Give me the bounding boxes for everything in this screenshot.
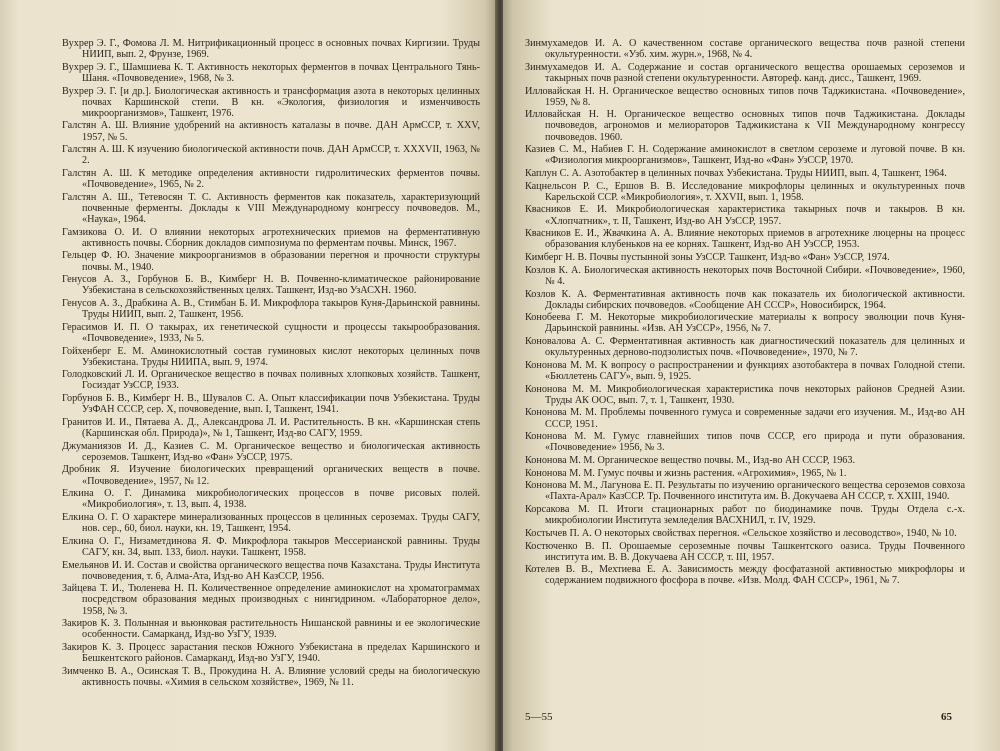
bibliography-entry: Кононова М. М., Лагунова Е. П. Результаты по изучению органического вещества сероземов совхоза «Пахта-Арал» КазССР. Тр. Почвенного института им. В. Докучаева АН СССР, т. XXIII, 1940. — [525, 480, 965, 503]
bibliography-entry: Квасников Е. И., Жвачкина А. А. Влияние некоторых приемов в агротехнике люцерны на процесс образования клубеньков на ее корнях. Ташкент, Изд-во АН УзССР, 1953. — [525, 228, 965, 251]
bibliography-entry: Гранитов И. И., Пятаева А. Д., Александрова Л. И. Растительность. В кн. «Каршинская степь (Каршинская обл. Природа)», № 1, Ташкент, Изд-во САГУ, 1959. — [62, 416, 480, 439]
bibliography-entry: Кононова М. М. Микробиологическая характеристика почв некоторых районов Средней Азии. Труды АК ООС, вып. 7, т. 1, Ташкент, 1930. — [525, 383, 965, 406]
bibliography-entry: Елкина О. Г. Динамика микробиологических процессов в почве рисовых полей. «Микробиология», т. 13, вып. 4, 1938. — [62, 488, 480, 511]
bibliography-entry: Вухрер Э. Г., Шамшиева К. Т. Активность некоторых ферментов в почвах Центрального Тянь-Шаня. «Почвоведение», 1968, № 3. — [62, 61, 480, 84]
bibliography-entry: Галстян А. Ш., Тетевосян Т. С. Активность ферментов как показатель, характеризующий почвенные ферменты. Доклады к VIII Международному конгрессу почвоведов. М., «Наука», 1964. — [62, 191, 480, 225]
bibliography-entry: Закиров К. З. Процесс зарастания песков Южного Узбекистана в пределах Каршинского и Бешкентского районов. Самарканд, Изд-во УзГУ, 1940. — [62, 642, 480, 665]
bibliography-entry: Конобеева Г. М. Некоторые микробиологические материалы к вопросу эволюции почв Куня-Дарьинской равнины. «Изв. АН УзССР», 1956, № 7. — [525, 312, 965, 335]
bibliography-entry: Гельцер Ф. Ю. Значение микроорганизмов в образовании перегноя и прочности структуры почвы. М., 1940. — [62, 250, 480, 273]
bibliography-entry: Козлов К. А. Биологическая активность некоторых почв Восточной Сибири. «Почвоведение», 1960, № 4. — [525, 264, 965, 287]
page-number: 65 — [941, 711, 952, 723]
bibliography-entry: Кононова М. М. Органическое вещество почвы. М., Изд-во АН СССР, 1963. — [525, 454, 856, 466]
bibliography-entry: Зайцева Т. И., Тюленева Н. П. Количественное определение аминокислот на хроматограммах посредством образования медных производных с нингидрином. «Лабораторное дело», 1958, № 3. — [62, 583, 480, 617]
bibliography-entry: Костюченко В. П. Орошаемые сероземные почвы Ташкентского оазиса. Труды Почвенного института им. В. В. Докучаева АН СССР, т. III, 1957. — [525, 540, 965, 563]
bibliography-entry: Галстян А. Ш. К изучению биологической активности почв. ДАН АрмССР, т. XXXVII, 1963, № 2. — [62, 144, 480, 167]
bibliography-entry: Голодковский Л. И. Органическое вещество в почвах поливных хлопковых хозяйств. Ташкент, Госиздат УзССР, 1933. — [62, 369, 480, 392]
bibliography-entry: Галстян А. Ш. К методике определения активности гидролитических ферментов почвы. «Почвоведение», 1965, № 2. — [62, 168, 480, 191]
bibliography-entry: Зимченко В. А., Осинская Т. В., Прокудина Н. А. Влияние условий среды на биологическую активность почвы. «Химия в сельском хозяйстве», 1969, № 11. — [62, 665, 480, 688]
bibliography-entry: Джуманиязов И. Д., Казиев С. М. Органическое вещество и биологическая активность сероземов. Ташкент, Изд-во «Фан» УзССР, 1975. — [62, 440, 480, 463]
bibliography-entry: Кононова М. М. Проблемы почвенного гумуса и современные задачи его изучения. М., Изд-во АН СССР, 1951. — [525, 407, 965, 430]
bibliography-entry: Закиров К. З. Полынная и вьюнковая растительность Нишанской равнины и ее экологические особенности. Самарканд, Изд-во УзГУ, 1939. — [62, 618, 480, 641]
bibliography-entry: Каплун С. А. Азотобактер в целинных почвах Узбекистана. Труды НИИП, вып. 4, Ташкент, 1964. — [525, 168, 947, 179]
right-bibliography-list — [525, 38, 965, 588]
bibliography-entry: Кацнельсон Р. С., Ершов В. В. Исследование микрофлоры целинных и окультуренных почв Карельской ССР. «Микробиология», т. XXVII, вып. 1, 1958. — [525, 180, 965, 203]
bibliography-entry: Корсакова М. П. Итоги стационарных работ по биодинамике почв. Труды Отдела с.-х. микробиологии Института земледелия ВАСХНИЛ, т. IV, 1929. — [525, 504, 965, 527]
printer-signature-mark: 5—55 — [525, 711, 553, 723]
bibliography-entry: Горбунов Б. В., Кимберг Н. В., Шувалов С. А. Опыт классификации почв Узбекистана. Труды УзФАН СССР, сер. X, почвоведение, вып. I, Ташкент, 1941. — [62, 393, 480, 416]
bibliography-entry: Илловайская Н. Н. Органическое вещество основных типов почв Таджикистана. Доклады почвоведов, агрономов и мелиораторов Таджикистана к VII Международному конгрессу почвоведов. 1960. — [525, 109, 965, 143]
bibliography-entry: Елкина О. Г., Низаметдинова Я. Ф. Микрофлора такыров Мессерианской равнины. Труды САГУ, кн. 34, вып. 133, биол. науки. Ташкент, 1958. — [62, 535, 480, 558]
bibliography-entry: Дробник Я. Изучение биологических превращений органических веществ в почве. «Почвоведение», 1957, № 12. — [62, 464, 480, 487]
bibliography-entry: Коновалова А. С. Ферментативная активность как диагностический показатель для целинных и окультуренных дерново-подзолистых почв. «Почвоведение», 1970, № 7. — [525, 336, 965, 359]
bibliography-entry: Герасимов И. П. О такырах, их генетической сущности и процессы такырообразования. «Почвоведение», 1933, № 5. — [62, 321, 480, 344]
right-page — [503, 0, 1000, 751]
bibliography-entry: Кононова М. М. Гумус почвы и жизнь растения. «Агрохимия», 1965, № 1. — [525, 467, 847, 479]
left-bibliography-list — [62, 38, 480, 690]
bibliography-entry: Елкина О. Г. О характере минерализованных процессов в целинных сероземах. Труды САГУ, нов. сер., 60, биол. науки, кн. 19, Ташкент, 1954. — [62, 512, 480, 535]
bibliography-entry: Костычев П. А. О некоторых свойствах перегноя. «Сельское хозяйство и лесоводство», 1940, № 10. — [525, 527, 957, 539]
bibliography-entry: Галстян А. Ш. Влияние удобрений на активность каталазы в почве. ДАН АрмССР, т. XXV, 1957, № 5. — [62, 120, 480, 143]
bibliography-entry: Кононова М. М. Гумус главнейших типов почв СССР, его природа и пути образования. «Почвоведение» 1956, № 3. — [525, 431, 965, 454]
bibliography-entry: Емельянов И. И. Состав и свойства органического вещества почв Казахстана. Труды Института почвоведения, т. 6, Алма-Ата, Изд-во АН КазССР, 1956. — [62, 559, 480, 582]
bibliography-entry: Козлов К. А. Ферментативная активность почв как показатель их биологической активности. Доклады сибирских почвоведов. «Сообщение АН СССР», Новосибирск, 1964. — [525, 288, 965, 311]
bibliography-entry: Казиев С. М., Набиев Г. Н. Содержание аминокислот в светлом сероземе и луговой почве. В кн. «Физиология микроорганизмов», Ташкент, Изд-во «Фан» УзССР, 1970. — [525, 144, 965, 167]
bibliography-entry: Илловайская Н. Н. Органическое вещество основных типов почв Таджикистана. «Почвоведение», 1959, № 8. — [525, 85, 965, 108]
bibliography-entry: Гойхенберг Е. М. Аминокислотный состав гуминовых кислот некоторых целинных почв Узбекистана. Труды НИИПА, вып. 9, 1974. — [62, 345, 480, 368]
bibliography-entry: Генусов А. З., Горбунов Б. В., Кимберг Н. В. Почвенно-климатическое районирование Узбекистана в сельскохозяйственных целях. Ташкент, Изд-во УзАСХН. 1960. — [62, 274, 480, 297]
bibliography-entry: Гамзикова О. И. О влиянии некоторых агротехнических приемов на ферментативную активность почвы. Сборник докладов симпозиума по ферментам почвы. Минск, 1967. — [62, 226, 480, 249]
bibliography-entry: Кононова М. М. К вопросу о распространении и функциях азотобактера в почвах Голодной степи. «Бюллетень САГУ», вып. 9, 1925. — [525, 359, 965, 382]
bibliography-entry: Зинмухамедов И. А. Содержание и состав органического вещества орошаемых сероземов и такырных почв разной степени окультуренности. Автореф. канд. дисс., Ташкент, 1969. — [525, 61, 965, 84]
bibliography-entry: Кимберг Н. В. Почвы пустынной зоны УзССР. Ташкент, Изд-во «Фан» УзССР, 1974. — [525, 252, 890, 264]
left-page — [0, 0, 497, 751]
bibliography-entry: Вухрер Э. Г. [и др.]. Биологическая активность и трансформация азота в некоторых целинных почвах Каршинской степи. В кн. «Экология, физиология и изменчивость микроорганизмов», Ташкент, 1976. — [62, 85, 480, 119]
bibliography-entry: Вухрер Э. Г., Фомова Л. М. Нитрификационный процесс в основных почвах Киргизии. Труды НИИП, вып. 2, Фрунзе, 1969. — [62, 38, 480, 61]
bibliography-entry: Зинмухамедов И. А. О качественном составе органического вещества почв разной степени окультуренности. «Узб. хим. журн.», 1968, № 4. — [525, 38, 965, 61]
bibliography-entry: Квасников Е. И. Микробиологическая характеристика такырных почв и такыров. В кн. «Хлопчатник», т. II, Ташкент, Изд-во АН УзССР, 1957. — [525, 204, 965, 227]
bibliography-entry: Генусов А. З., Драбкина А. В., Стимбан Б. И. Микрофлора такыров Куня-Дарьинской равнины. Труды НИИП, вып. 2, Ташкент, 1956. — [62, 298, 480, 321]
bibliography-entry: Котелев В. В., Мехтиева Е. А. Зависимость между фосфатазной активностью микрофлоры и содержанием подвижного фосфора в почве. «Изв. Молд. ФАН СССР», 1961, № 7. — [525, 564, 965, 587]
